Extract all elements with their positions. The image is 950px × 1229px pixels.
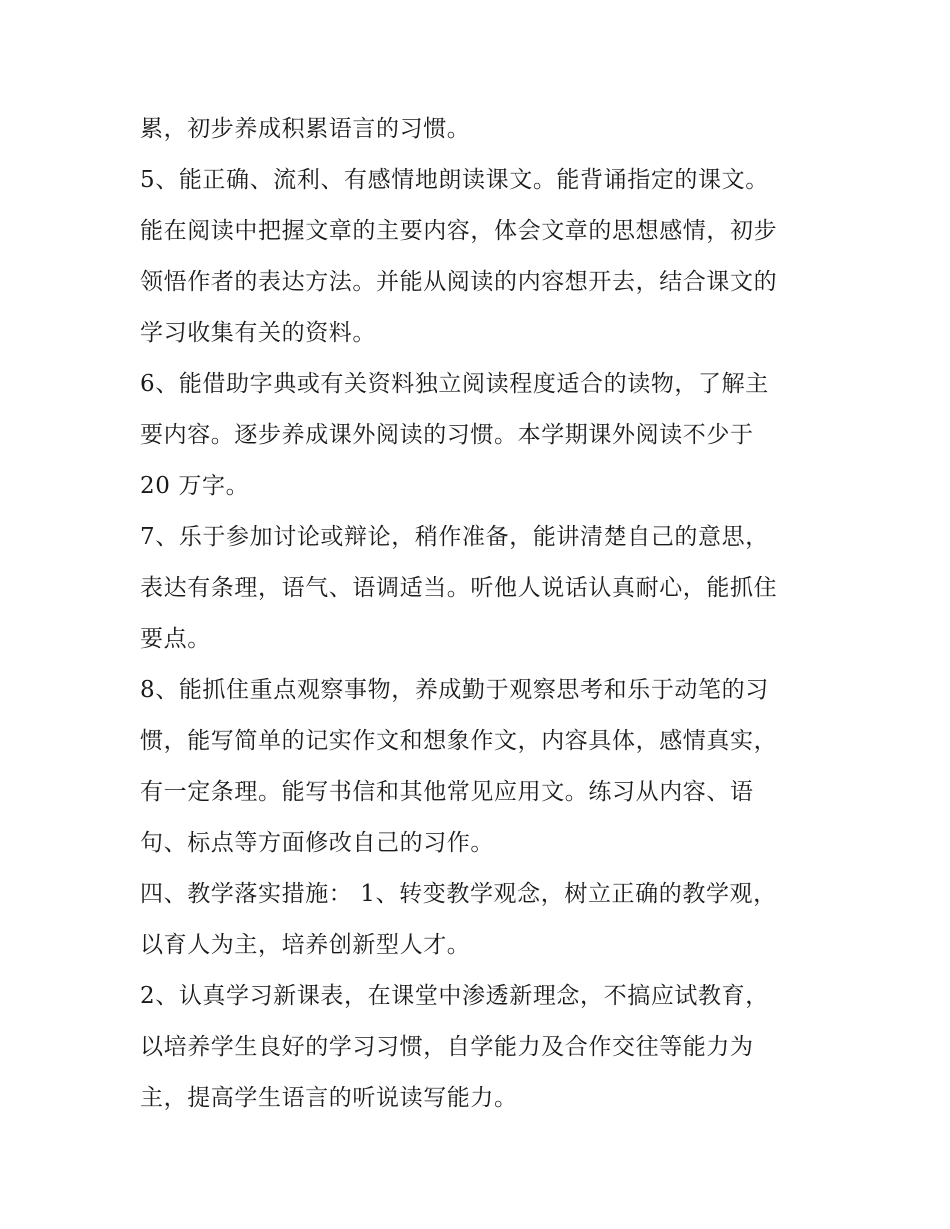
text-line: 累，初步养成积累语言的习惯。 [140, 116, 471, 142]
document-body [140, 109, 820, 1129]
text-line: 以育人为主，培养创新型人才。 [140, 932, 471, 958]
text-line: 5、能正确、流利、有感情地朗读课文。能背诵指定的课文。 [140, 167, 769, 193]
text-line: 惯，能写简单的记实作文和想象作文，内容具体，感情真实， [140, 728, 778, 754]
text-line: 主，提高学生语言的听说读写能力。 [140, 1085, 518, 1111]
text-line: 6、能借助字典或有关资料独立阅读程度适合的读物，了解主 [140, 371, 769, 397]
text-line: 句、标点等方面修改自己的习作。 [140, 830, 494, 856]
text-line: 表达有条理，语气、语调适当。听他人说话认真耐心，能抓住 [140, 575, 778, 601]
text-line: 7、乐于参加讨论或辩论，稍作准备，能讲清楚自己的意思， [140, 524, 769, 550]
text-line: 20 万字。 [140, 473, 250, 499]
text-line: 领悟作者的表达方法。并能从阅读的内容想开去，结合课文的 [140, 269, 778, 295]
text-line: 要点。 [140, 626, 211, 652]
text-line: 以培养学生良好的学习习惯，自学能力及合作交往等能力为 [140, 1034, 754, 1060]
text-line: 有一定条理。能写书信和其他常见应用文。练习从内容、语 [140, 779, 754, 805]
text-line: 8、能抓住重点观察事物，养成勤于观察思考和乐于动笔的习 [140, 677, 769, 703]
text-line: 学习收集有关的资料。 [140, 320, 376, 346]
text-line: 能在阅读中把握文章的主要内容，体会文章的思想感情，初步 [140, 218, 778, 244]
text-line: 四、教学落实措施： 1、转变教学观念，树立正确的教学观， [140, 881, 777, 907]
text-line: 要内容。逐步养成课外阅读的习惯。本学期课外阅读不少于 [140, 422, 754, 448]
text-line: 2、认真学习新课表，在课堂中渗透新理念，不搞应试教育， [140, 983, 769, 1009]
